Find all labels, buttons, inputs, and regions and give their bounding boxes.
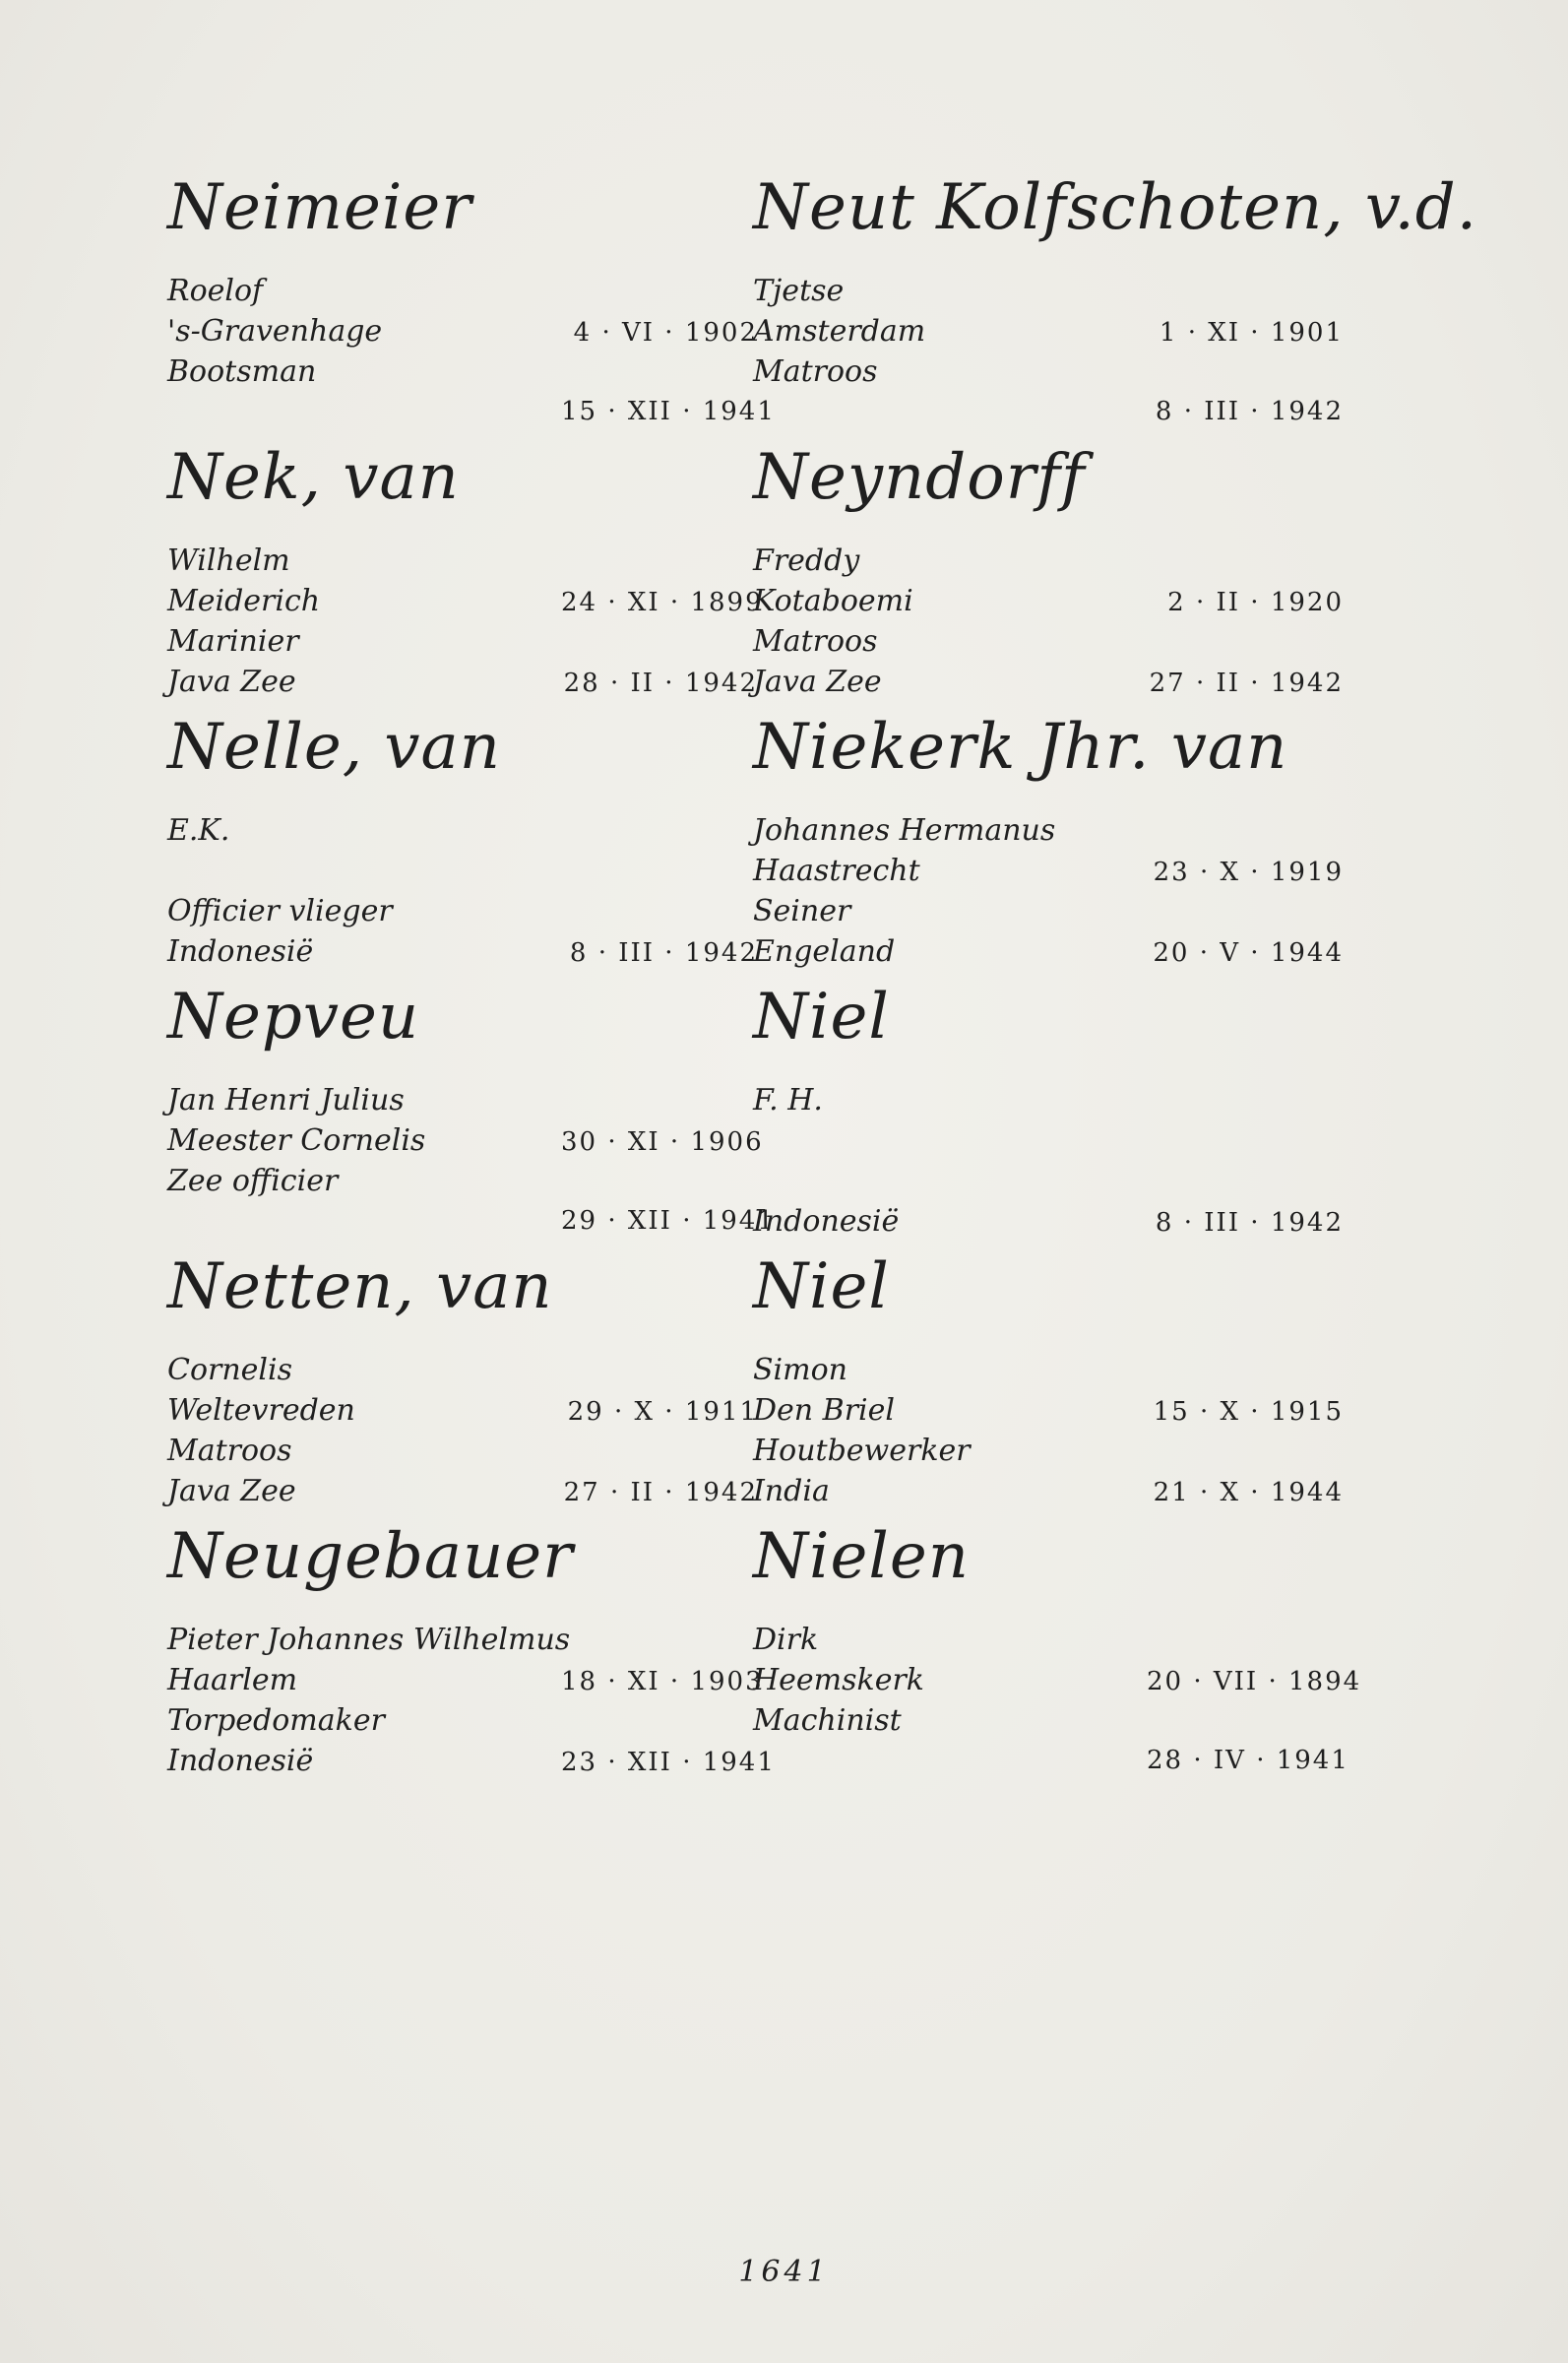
entry-text: Heemskerk xyxy=(753,1663,924,1697)
surname: Nek, van xyxy=(167,441,460,514)
entry-text: Seiner xyxy=(753,894,851,928)
entry-text: Haarlem xyxy=(167,1663,298,1697)
surname: Niekerk Jhr. van xyxy=(753,711,1288,784)
entry-row xyxy=(753,1741,1349,1781)
entry-row xyxy=(167,1700,758,1741)
entry-row xyxy=(753,581,1344,621)
entry-date: 20 · VII · 1894 xyxy=(1147,1667,1362,1696)
entry-text: Pieter Johannes Wilhelmus xyxy=(167,1623,571,1657)
entry-date: 24 · XI · 1899 xyxy=(561,588,764,617)
entry-date: 27 · II · 1942 xyxy=(1149,669,1344,698)
surname: Neyndorff xyxy=(753,441,1086,514)
entry-date: 8 · III · 1942 xyxy=(1155,397,1344,426)
entry-date: 4 · VI · 1902 xyxy=(573,318,758,348)
entry-text: Matroos xyxy=(167,1434,292,1468)
entry-row xyxy=(753,1660,1362,1700)
entry-row xyxy=(753,810,1344,851)
entry xyxy=(167,702,758,972)
entry-row xyxy=(167,1120,764,1161)
entry-date: 27 · II · 1942 xyxy=(563,1478,758,1507)
entry-row xyxy=(753,1350,1344,1390)
entry-date: 18 · XI · 1903 xyxy=(561,1667,764,1696)
entry-row xyxy=(753,1390,1344,1431)
entry-date: 15 · X · 1915 xyxy=(1153,1397,1344,1427)
entry-text: Haastrecht xyxy=(753,854,920,888)
entry-text: Java Zee xyxy=(753,665,882,699)
entry-date: 15 · XII · 1941 xyxy=(561,397,776,426)
entry-date: 28 · IV · 1941 xyxy=(1147,1746,1349,1775)
entry-text: Den Briel xyxy=(753,1393,895,1428)
entry-row xyxy=(167,392,776,432)
surname: Nielen xyxy=(753,1520,970,1593)
entry-text: Weltevreden xyxy=(167,1393,355,1428)
entry-text: Amsterdam xyxy=(753,314,926,349)
entry-text: Houtbewerker xyxy=(753,1434,971,1468)
surname: Neugebauer xyxy=(167,1520,574,1593)
entry-text: Java Zee xyxy=(167,665,296,699)
entry-row xyxy=(167,810,758,851)
entry xyxy=(753,432,1344,702)
entry-text: Tjetse xyxy=(753,274,845,308)
entry-row xyxy=(753,1080,1344,1120)
surname: Niel xyxy=(753,1250,890,1323)
entry xyxy=(753,1242,1344,1511)
entry-row xyxy=(753,662,1344,702)
entry-text: Matroos xyxy=(753,354,878,389)
entry xyxy=(167,1242,758,1511)
entry-text: Meiderich xyxy=(167,584,321,618)
entry-date: 21 · X · 1944 xyxy=(1153,1478,1344,1507)
entry-row xyxy=(167,1741,776,1781)
entry-date: 8 · III · 1942 xyxy=(569,938,758,968)
entry-text: Engeland xyxy=(753,934,896,969)
entry-row xyxy=(167,271,758,311)
entry-row xyxy=(753,351,1344,392)
entry-row xyxy=(167,581,764,621)
entry-row xyxy=(167,931,758,972)
entry-text: Indonesië xyxy=(167,1744,314,1778)
entry-text: Dirk xyxy=(753,1623,819,1657)
surname: Neimeier xyxy=(167,171,472,244)
entry-row xyxy=(167,351,758,392)
entry-text: Cornelis xyxy=(167,1353,293,1387)
entry xyxy=(167,972,776,1242)
entry-text: Java Zee xyxy=(167,1474,296,1508)
entry-row xyxy=(753,931,1344,972)
entry-row xyxy=(753,891,1344,931)
entry-row xyxy=(167,1471,758,1511)
entry xyxy=(167,1511,776,1781)
entry-text: Meester Cornelis xyxy=(167,1123,426,1158)
entry-row xyxy=(167,1080,758,1120)
entry-row xyxy=(753,1161,1344,1201)
entry-text: 's-Gravenhage xyxy=(167,314,383,349)
entry-date: 28 · II · 1942 xyxy=(563,669,758,698)
entry-row xyxy=(167,851,758,891)
entry-date: 29 · XII · 1941 xyxy=(561,1206,776,1236)
entry-date: 1 · XI · 1901 xyxy=(1159,318,1344,348)
entry xyxy=(167,432,764,702)
entry-date: 2 · II · 1920 xyxy=(1167,588,1344,617)
entry-date: 23 · XII · 1941 xyxy=(561,1748,776,1777)
entry-row xyxy=(753,1700,1344,1741)
entry-row xyxy=(753,541,1344,581)
entry-row xyxy=(753,392,1344,432)
entry-row xyxy=(167,1350,758,1390)
entry-row xyxy=(753,1620,1344,1660)
entry-text: Simon xyxy=(753,1353,847,1387)
entry-text: Freddy xyxy=(753,543,860,578)
entry-row xyxy=(753,851,1344,891)
entry-text: India xyxy=(753,1474,830,1508)
entry-text: Machinist xyxy=(753,1703,902,1738)
entry-row xyxy=(753,621,1344,662)
right-column xyxy=(753,162,1478,1781)
entry-row xyxy=(167,1201,776,1242)
entry-text: Torpedomaker xyxy=(167,1703,385,1738)
entry-text: Wilhelm xyxy=(167,543,290,578)
entry-row xyxy=(167,311,758,351)
entry-text: Johannes Hermanus xyxy=(753,813,1056,848)
entry-row xyxy=(753,1201,1344,1242)
entry-text: Jan Henri Julius xyxy=(167,1083,405,1118)
entry xyxy=(753,162,1478,432)
entry-text: Kotaboemi xyxy=(753,584,913,618)
entry-row xyxy=(167,1620,758,1660)
entry-row xyxy=(167,662,758,702)
entry-date: 30 · XI · 1906 xyxy=(561,1127,764,1157)
entry-row xyxy=(753,271,1344,311)
entry-row xyxy=(167,1161,758,1201)
entry-text: Marinier xyxy=(167,624,299,659)
entry-row xyxy=(167,1431,758,1471)
entry-row xyxy=(753,1431,1344,1471)
entry xyxy=(167,162,776,432)
surname: Neut Kolfschoten, v.d. xyxy=(753,171,1478,244)
entry-text: Matroos xyxy=(753,624,878,659)
entry-text: Officier vlieger xyxy=(167,894,393,928)
surname: Niel xyxy=(753,981,890,1054)
entry-row xyxy=(167,621,758,662)
entry-row xyxy=(753,1120,1344,1161)
surname: Nelle, van xyxy=(167,711,501,784)
page-number: 1641 xyxy=(738,2255,830,2289)
entry-text: Zee officier xyxy=(167,1164,339,1198)
entry-row xyxy=(167,1660,764,1700)
entry xyxy=(753,972,1344,1242)
entry-text: F. H. xyxy=(753,1083,823,1118)
entry-row xyxy=(167,541,758,581)
surname: Nepveu xyxy=(167,981,420,1054)
entry-date: 8 · III · 1942 xyxy=(1155,1208,1344,1238)
entry xyxy=(753,702,1344,972)
surname: Netten, van xyxy=(167,1250,553,1323)
entry-row xyxy=(753,1471,1344,1511)
left-column xyxy=(167,162,776,1781)
entry-text: Indonesië xyxy=(753,1204,900,1239)
entry-text: Bootsman xyxy=(167,354,317,389)
entry-date: 20 · V · 1944 xyxy=(1153,938,1344,968)
entry-text: Roelof xyxy=(167,274,264,308)
entry-row xyxy=(753,311,1344,351)
entry-text: E.K. xyxy=(167,813,230,848)
entry-date: 23 · X · 1919 xyxy=(1153,858,1344,887)
entry-date: 29 · X · 1911 xyxy=(567,1397,758,1427)
entry xyxy=(753,1511,1362,1781)
entry-row xyxy=(167,891,758,931)
entry-text: Indonesië xyxy=(167,934,314,969)
entry-row xyxy=(167,1390,758,1431)
